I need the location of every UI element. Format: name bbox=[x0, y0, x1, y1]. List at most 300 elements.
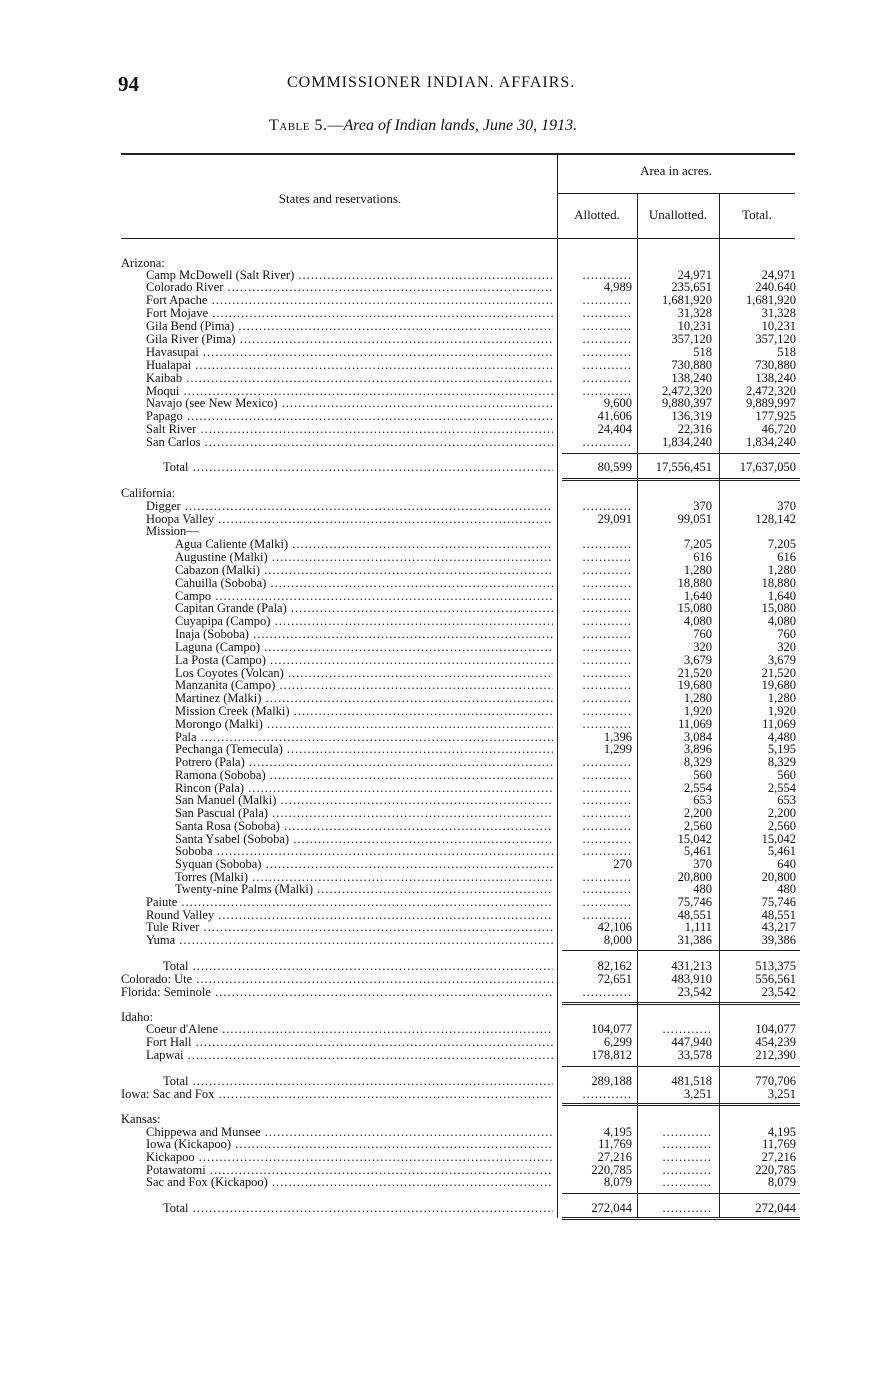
cell-total: 616 bbox=[777, 550, 796, 564]
cell-allotted: ............ bbox=[582, 1087, 632, 1101]
cell-total: 19,680 bbox=[761, 678, 796, 692]
cell-allotted: ............ bbox=[582, 870, 632, 884]
row-label: Morongo (Malki) ..... bbox=[175, 718, 553, 731]
table-row bbox=[0, 1151, 872, 1164]
row-label: Havasupai ..... bbox=[146, 346, 553, 359]
cell-allotted: ............ bbox=[582, 576, 632, 590]
cell-allotted: ............ bbox=[582, 678, 632, 692]
cell-allotted: 104,077 bbox=[591, 1022, 632, 1036]
section-heading-row bbox=[0, 525, 872, 538]
cell-unallotted: ............ bbox=[662, 1022, 712, 1036]
row-label: Cabazon (Malki) ..... bbox=[175, 564, 553, 577]
cell-allotted: 82,162 bbox=[597, 959, 632, 973]
row-label: Digger ..... bbox=[146, 500, 553, 513]
cell-unallotted: 7,205 bbox=[683, 537, 712, 551]
cell-allotted: ............ bbox=[582, 306, 632, 320]
cell-allotted: ............ bbox=[582, 358, 632, 372]
table-row bbox=[0, 883, 872, 896]
cell-unallotted: 2,554 bbox=[683, 781, 712, 795]
cell-unallotted: 75,746 bbox=[677, 895, 712, 909]
cell-total: 10,231 bbox=[761, 319, 796, 333]
cell-unallotted: 15,042 bbox=[677, 832, 712, 846]
cell-allotted: 9,600 bbox=[603, 396, 632, 410]
cell-total: 212,390 bbox=[755, 1048, 796, 1062]
cell-unallotted: 730,880 bbox=[671, 358, 712, 372]
table-row bbox=[0, 397, 872, 410]
table-row bbox=[0, 641, 872, 654]
cell-allotted: 80,599 bbox=[597, 460, 632, 474]
row-label: Gila River (Pima) ..... bbox=[146, 333, 553, 346]
cell-unallotted: 19,680 bbox=[677, 678, 712, 692]
table-row bbox=[0, 705, 872, 718]
cell-allotted: ............ bbox=[582, 666, 632, 680]
cell-allotted: ............ bbox=[582, 793, 632, 807]
row-label: Colorado: Ute ..... bbox=[121, 973, 553, 986]
cell-total: 104,077 bbox=[755, 1022, 796, 1036]
cell-total: 4,195 bbox=[767, 1125, 796, 1139]
cell-total: 454,239 bbox=[755, 1035, 796, 1049]
table-row bbox=[0, 986, 872, 999]
cell-allotted: ............ bbox=[582, 985, 632, 999]
cell-total: 3,679 bbox=[767, 653, 796, 667]
cell-allotted: ............ bbox=[582, 332, 632, 346]
table-row bbox=[0, 410, 872, 423]
row-label: Salt River ..... bbox=[146, 423, 553, 436]
cell-total: 8,329 bbox=[767, 755, 796, 769]
table-row bbox=[0, 756, 872, 769]
row-label: Tule River ..... bbox=[146, 921, 553, 934]
cell-unallotted: 616 bbox=[693, 550, 712, 564]
group-header: Area in acres. bbox=[640, 163, 712, 178]
cell-unallotted: 33,578 bbox=[677, 1048, 712, 1062]
row-label: Potrero (Pala) ..... bbox=[175, 756, 553, 769]
total-row bbox=[0, 960, 872, 973]
table-row bbox=[0, 538, 872, 551]
cell-allotted: 272,044 bbox=[591, 1201, 632, 1215]
row-label: Soboba ..... bbox=[175, 845, 553, 858]
row-label: Moqui ..... bbox=[146, 385, 553, 398]
row-label: Mission— bbox=[146, 525, 199, 538]
cell-unallotted: 31,328 bbox=[677, 306, 712, 320]
row-label: Laguna (Campo) ..... bbox=[175, 641, 553, 654]
cell-unallotted: ............ bbox=[662, 1175, 712, 1189]
table-row bbox=[0, 320, 872, 333]
cell-total: 18,880 bbox=[761, 576, 796, 590]
row-label: Florida: Seminole ..... bbox=[121, 986, 553, 999]
cell-unallotted: 1,920 bbox=[683, 704, 712, 718]
row-label: Campo ..... bbox=[175, 590, 553, 603]
cell-allotted: 1,396 bbox=[603, 730, 632, 744]
row-label: Capitan Grande (Pala) ..... bbox=[175, 602, 553, 615]
row-label: Papago ..... bbox=[146, 410, 553, 423]
row-label: Iowa (Kickapoo) ..... bbox=[146, 1138, 553, 1151]
row-label: Total ..... bbox=[163, 461, 553, 474]
cell-unallotted: 23,542 bbox=[677, 985, 712, 999]
cell-allotted: ............ bbox=[582, 844, 632, 858]
cell-total: 39,386 bbox=[761, 933, 796, 947]
cell-total: 272,044 bbox=[755, 1201, 796, 1215]
row-label: Idaho: bbox=[121, 1011, 153, 1024]
cell-unallotted: 17,556,451 bbox=[655, 460, 712, 474]
cell-total: 556,561 bbox=[755, 972, 796, 986]
cell-unallotted: 1,640 bbox=[683, 589, 712, 603]
cell-allotted: 41,606 bbox=[597, 409, 632, 423]
cell-total: 3,251 bbox=[767, 1087, 796, 1101]
cell-allotted: 8,000 bbox=[603, 933, 632, 947]
total-row bbox=[0, 1202, 872, 1215]
row-label: Total ..... bbox=[163, 1075, 553, 1088]
row-label: Sac and Fox (Kickapoo) ..... bbox=[146, 1176, 553, 1189]
table-row bbox=[0, 359, 872, 372]
cell-allotted: ............ bbox=[582, 293, 632, 307]
cell-allotted: ............ bbox=[582, 768, 632, 782]
row-label: Fort Mojave ..... bbox=[146, 307, 553, 320]
cell-allotted: ............ bbox=[582, 882, 632, 896]
cell-total: 2,560 bbox=[767, 819, 796, 833]
cell-total: 11,069 bbox=[762, 717, 796, 731]
cell-unallotted: 481,518 bbox=[671, 1074, 712, 1088]
cell-allotted: ............ bbox=[582, 908, 632, 922]
cell-unallotted: 1,834,240 bbox=[662, 435, 712, 449]
cell-allotted: ............ bbox=[582, 384, 632, 398]
cell-total: 760 bbox=[777, 627, 796, 641]
row-label: San Carlos ..... bbox=[146, 436, 553, 449]
cell-total: 17,637,050 bbox=[739, 460, 796, 474]
cell-unallotted: 3,679 bbox=[683, 653, 712, 667]
table-row bbox=[0, 436, 872, 449]
row-label: Augustine (Malki) ..... bbox=[175, 551, 553, 564]
cell-total: 15,080 bbox=[761, 601, 796, 615]
cell-total: 1,640 bbox=[767, 589, 796, 603]
row-label: Camp McDowell (Salt River) ..... bbox=[146, 269, 553, 282]
row-label: Colorado River ..... bbox=[146, 281, 553, 294]
caption-dash: — bbox=[327, 117, 344, 134]
cell-total: 480 bbox=[777, 882, 796, 896]
cell-unallotted: 2,472,320 bbox=[662, 384, 712, 398]
row-label: Navajo (see New Mexico) ..... bbox=[146, 397, 553, 410]
cell-allotted: 220,785 bbox=[591, 1163, 632, 1177]
cell-unallotted: 483,910 bbox=[671, 972, 712, 986]
column-header-allotted: Allotted. bbox=[574, 207, 620, 222]
table-row bbox=[0, 500, 872, 513]
cell-total: 2,554 bbox=[767, 781, 796, 795]
row-label: Hoopa Valley ..... bbox=[146, 513, 553, 526]
table-label: Table 5. bbox=[269, 117, 328, 134]
row-label: La Posta (Campo) ..... bbox=[175, 654, 553, 667]
cell-total: 23,542 bbox=[761, 985, 796, 999]
cell-unallotted: 480 bbox=[693, 882, 712, 896]
cell-total: 24,971 bbox=[761, 268, 796, 282]
cell-total: 2,472,320 bbox=[746, 384, 796, 398]
cell-total: 138,240 bbox=[755, 371, 796, 385]
row-label: Fort Apache ..... bbox=[146, 294, 553, 307]
cell-total: 9,889,997 bbox=[746, 396, 796, 410]
cell-unallotted: 22,316 bbox=[677, 422, 712, 436]
cell-unallotted: 431,213 bbox=[671, 959, 712, 973]
cell-allotted: 178,812 bbox=[591, 1048, 632, 1062]
row-label: Martinez (Malki) ..... bbox=[175, 692, 553, 705]
cell-total: 15,042 bbox=[761, 832, 796, 846]
stub-header: States and reservations. bbox=[278, 191, 402, 206]
cell-unallotted: 2,560 bbox=[683, 819, 712, 833]
cell-unallotted: 1,280 bbox=[683, 691, 712, 705]
cell-total: 1,920 bbox=[767, 704, 796, 718]
table-row bbox=[0, 921, 872, 934]
cell-total: 513,375 bbox=[755, 959, 796, 973]
table-row bbox=[0, 577, 872, 590]
table-row bbox=[0, 294, 872, 307]
cell-total: 560 bbox=[777, 768, 796, 782]
table-row bbox=[0, 1023, 872, 1036]
cell-allotted: 6,299 bbox=[603, 1035, 632, 1049]
cell-total: 5,461 bbox=[767, 844, 796, 858]
cell-unallotted: 3,251 bbox=[683, 1087, 712, 1101]
cell-unallotted: 447,940 bbox=[671, 1035, 712, 1049]
cell-unallotted: 4,080 bbox=[683, 614, 712, 628]
cell-total: 8,079 bbox=[767, 1175, 796, 1189]
cell-unallotted: 138,240 bbox=[671, 371, 712, 385]
table-row bbox=[0, 551, 872, 564]
row-label: Lapwai ..... bbox=[146, 1049, 553, 1062]
row-label: Twenty-nine Palms (Malki) ..... bbox=[175, 883, 553, 896]
table-row bbox=[0, 423, 872, 436]
cell-total: 220,785 bbox=[755, 1163, 796, 1177]
section-heading-row bbox=[0, 487, 872, 500]
table-row bbox=[0, 820, 872, 833]
table-row bbox=[0, 654, 872, 667]
table-row bbox=[0, 1088, 872, 1101]
table-row bbox=[0, 718, 872, 731]
cell-unallotted: 11,069 bbox=[678, 717, 712, 731]
cell-unallotted: 24,971 bbox=[677, 268, 712, 282]
cell-total: 75,746 bbox=[761, 895, 796, 909]
cell-allotted: ............ bbox=[582, 371, 632, 385]
row-label: Los Coyotes (Volcan) ..... bbox=[175, 667, 553, 680]
row-label: Total ..... bbox=[163, 960, 553, 973]
cell-allotted: ............ bbox=[582, 691, 632, 705]
cell-unallotted: 370 bbox=[693, 499, 712, 513]
row-label: Rincon (Pala) ..... bbox=[175, 782, 553, 795]
cell-unallotted: 99,051 bbox=[677, 512, 712, 526]
cell-total: 5,195 bbox=[767, 742, 796, 756]
cell-unallotted: 31,386 bbox=[677, 933, 712, 947]
row-label: Potawatomi ..... bbox=[146, 1164, 553, 1177]
table-row bbox=[0, 769, 872, 782]
row-label: San Pascual (Pala) ..... bbox=[175, 807, 553, 820]
cell-allotted: 29,091 bbox=[597, 512, 632, 526]
row-label: Total ..... bbox=[163, 1202, 553, 1215]
table-row bbox=[0, 1036, 872, 1049]
cell-unallotted: 560 bbox=[693, 768, 712, 782]
cell-allotted: ............ bbox=[582, 601, 632, 615]
cell-allotted: ............ bbox=[582, 653, 632, 667]
cell-allotted: ............ bbox=[582, 819, 632, 833]
cell-allotted: ............ bbox=[582, 589, 632, 603]
cell-total: 4,080 bbox=[767, 614, 796, 628]
running-title: COMMISSIONER INDIAN. AFFAIRS. bbox=[287, 74, 576, 91]
cell-total: 320 bbox=[777, 640, 796, 654]
cell-unallotted: 2,200 bbox=[683, 806, 712, 820]
row-label: Yuma ..... bbox=[146, 934, 553, 947]
cell-unallotted: 20,800 bbox=[677, 870, 712, 884]
cell-allotted: ............ bbox=[582, 755, 632, 769]
row-label: California: bbox=[121, 487, 176, 500]
table-row bbox=[0, 281, 872, 294]
cell-total: 2,200 bbox=[767, 806, 796, 820]
row-label: Ramona (Soboba) ..... bbox=[175, 769, 553, 782]
row-label: Cuyapipa (Campo) ..... bbox=[175, 615, 553, 628]
cell-total: 518 bbox=[777, 345, 796, 359]
row-label: Pechanga (Temecula) ..... bbox=[175, 743, 553, 756]
cell-unallotted: 10,231 bbox=[677, 319, 712, 333]
row-label: Santa Ysabel (Soboba) ..... bbox=[175, 833, 553, 846]
row-label: Gila Bend (Pima) ..... bbox=[146, 320, 553, 333]
cell-total: 4,480 bbox=[767, 730, 796, 744]
cell-unallotted: 1,681,920 bbox=[662, 293, 712, 307]
cell-unallotted: 760 bbox=[693, 627, 712, 641]
row-label: Santa Rosa (Soboba) ..... bbox=[175, 820, 553, 833]
cell-unallotted: ............ bbox=[662, 1150, 712, 1164]
cell-unallotted: 18,880 bbox=[677, 576, 712, 590]
table-row bbox=[0, 1176, 872, 1189]
cell-total: 1,681,920 bbox=[746, 293, 796, 307]
cell-unallotted: 518 bbox=[693, 345, 712, 359]
cell-unallotted: 357,120 bbox=[671, 332, 712, 346]
cell-total: 31,328 bbox=[761, 306, 796, 320]
cell-total: 43,217 bbox=[761, 920, 796, 934]
row-label: Kansas: bbox=[121, 1113, 161, 1126]
cell-allotted: ............ bbox=[582, 895, 632, 909]
total-row bbox=[0, 461, 872, 474]
page-number: 94 bbox=[118, 72, 139, 96]
column-header-unallotted: Unallotted. bbox=[648, 207, 708, 222]
cell-total: 1,280 bbox=[767, 691, 796, 705]
table-row bbox=[0, 307, 872, 320]
cell-total: 20,800 bbox=[761, 870, 796, 884]
cell-allotted: 27,216 bbox=[597, 1150, 632, 1164]
cell-unallotted: 653 bbox=[693, 793, 712, 807]
cell-allotted: 42,106 bbox=[597, 920, 632, 934]
cell-allotted: ............ bbox=[582, 319, 632, 333]
row-label: Arizona: bbox=[121, 257, 165, 270]
cell-allotted: 4,989 bbox=[603, 280, 632, 294]
row-label: Torres (Malki) ..... bbox=[175, 871, 553, 884]
table-row bbox=[0, 628, 872, 641]
cell-allotted: ............ bbox=[582, 268, 632, 282]
row-label: Mission Creek (Malki) ..... bbox=[175, 705, 553, 718]
cell-total: 48,551 bbox=[761, 908, 796, 922]
cell-allotted: 270 bbox=[613, 857, 632, 871]
table-row bbox=[0, 346, 872, 359]
cell-unallotted: 1,280 bbox=[683, 563, 712, 577]
cell-allotted: 4,195 bbox=[603, 1125, 632, 1139]
cell-allotted: ............ bbox=[582, 614, 632, 628]
column-header-total: Total. bbox=[742, 207, 772, 222]
table-row bbox=[0, 794, 872, 807]
cell-allotted: ............ bbox=[582, 640, 632, 654]
cell-unallotted: 9,880,397 bbox=[662, 396, 712, 410]
table-row bbox=[0, 845, 872, 858]
cell-allotted: 72,651 bbox=[597, 972, 632, 986]
table-row bbox=[0, 679, 872, 692]
cell-allotted: ............ bbox=[582, 435, 632, 449]
table-row bbox=[0, 372, 872, 385]
cell-unallotted: 8,329 bbox=[683, 755, 712, 769]
cell-allotted: ............ bbox=[582, 832, 632, 846]
table-row bbox=[0, 615, 872, 628]
cell-total: 1,834,240 bbox=[746, 435, 796, 449]
row-label: Kaibab ..... bbox=[146, 372, 553, 385]
table-row bbox=[0, 1138, 872, 1151]
cell-unallotted: 5,461 bbox=[683, 844, 712, 858]
table-row bbox=[0, 564, 872, 577]
cell-unallotted: ............ bbox=[662, 1125, 712, 1139]
cell-allotted: ............ bbox=[582, 717, 632, 731]
cell-allotted: 8,079 bbox=[603, 1175, 632, 1189]
cell-total: 11,769 bbox=[762, 1137, 796, 1151]
cell-total: 640 bbox=[777, 857, 796, 871]
cell-unallotted: ............ bbox=[662, 1137, 712, 1151]
row-label: San Manuel (Malki) ..... bbox=[175, 794, 553, 807]
row-label: Inaja (Soboba) ..... bbox=[175, 628, 553, 641]
cell-total: 1,280 bbox=[767, 563, 796, 577]
table-row bbox=[0, 743, 872, 756]
cell-total: 21,520 bbox=[761, 666, 796, 680]
cell-total: 27,216 bbox=[761, 1150, 796, 1164]
table-row bbox=[0, 807, 872, 820]
table-row bbox=[0, 1049, 872, 1062]
cell-total: 177,925 bbox=[755, 409, 796, 423]
row-label: Pala ..... bbox=[175, 731, 553, 744]
cell-unallotted: 370 bbox=[693, 857, 712, 871]
cell-total: 370 bbox=[777, 499, 796, 513]
cell-unallotted: 15,080 bbox=[677, 601, 712, 615]
cell-unallotted: 136,319 bbox=[671, 409, 712, 423]
cell-unallotted: 235,651 bbox=[671, 280, 712, 294]
cell-allotted: 24,404 bbox=[597, 422, 632, 436]
row-label: Iowa: Sac and Fox ..... bbox=[121, 1088, 553, 1101]
row-label: Chippewa and Munsee ..... bbox=[146, 1126, 553, 1139]
row-label: Coeur d'Alene ..... bbox=[146, 1023, 553, 1036]
row-label: Kickapoo ..... bbox=[146, 1151, 553, 1164]
table-row bbox=[0, 896, 872, 909]
cell-allotted: ............ bbox=[582, 806, 632, 820]
row-label: Round Valley ..... bbox=[146, 909, 553, 922]
row-label: Fort Hall ..... bbox=[146, 1036, 553, 1049]
total-row bbox=[0, 1075, 872, 1088]
table-row bbox=[0, 934, 872, 947]
row-label: Manzanita (Campo) ..... bbox=[175, 679, 553, 692]
cell-allotted: 289,188 bbox=[591, 1074, 632, 1088]
cell-unallotted: ............ bbox=[662, 1163, 712, 1177]
row-label: Agua Caliente (Malki) ..... bbox=[175, 538, 553, 551]
table-row bbox=[0, 333, 872, 346]
cell-total: 730,880 bbox=[755, 358, 796, 372]
table-row bbox=[0, 692, 872, 705]
section-heading-row bbox=[0, 1113, 872, 1126]
cell-allotted: ............ bbox=[582, 345, 632, 359]
row-label: Cahuilla (Soboba) ..... bbox=[175, 577, 553, 590]
cell-total: 128,142 bbox=[755, 512, 796, 526]
cell-allotted: 11,769 bbox=[598, 1137, 632, 1151]
table-row bbox=[0, 973, 872, 986]
cell-total: 357,120 bbox=[755, 332, 796, 346]
row-label: Syquan (Soboba) ..... bbox=[175, 858, 553, 871]
cell-allotted: ............ bbox=[582, 537, 632, 551]
cell-allotted: ............ bbox=[582, 704, 632, 718]
cell-total: 7,205 bbox=[767, 537, 796, 551]
cell-unallotted: 21,520 bbox=[677, 666, 712, 680]
